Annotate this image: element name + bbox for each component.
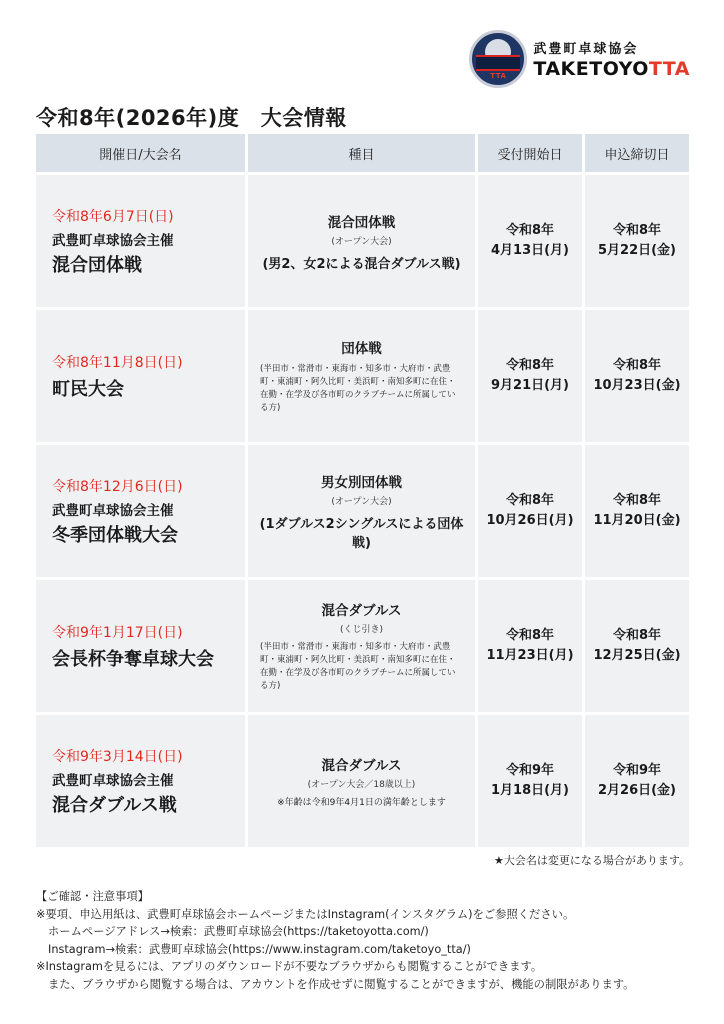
logo — [469, 30, 690, 88]
category-main: 混合団体戦 — [327, 214, 396, 231]
start-year: 令和9年 — [505, 763, 555, 778]
start-day: 9月21日(月) — [490, 378, 570, 393]
event-date: 令和8年11月8日(日) — [52, 354, 183, 371]
category-main: 男女別団体戦 — [321, 475, 402, 491]
category-sub: (オープン大会) — [331, 236, 392, 247]
deadline-day: 2月26日(金) — [597, 783, 677, 798]
header-deadline: 申込締切日 — [585, 134, 689, 172]
event-date: 令和9年3月14日(日) — [52, 748, 183, 765]
event-name: 会長杯争奪卓球大会 — [52, 648, 214, 670]
deadline-cell — [585, 445, 689, 577]
start-day: 11月23日(月) — [486, 648, 574, 663]
event-name: 混合団体戦 — [52, 254, 142, 276]
deadline-cell — [585, 175, 689, 307]
event-date: 令和8年12月6日(日) — [52, 478, 183, 495]
category-cell — [248, 175, 475, 307]
homepage-address: ホームページアドレス→検索：武豊町卓球協会(https://taketoyotta.com/) — [48, 925, 429, 938]
category-cell — [248, 310, 475, 442]
deadline-cell — [585, 580, 689, 712]
start-year: 令和8年 — [505, 223, 555, 238]
events-table — [33, 131, 692, 850]
event-name: 冬季団体戦大会 — [52, 524, 178, 546]
notes-section — [36, 888, 634, 993]
logo-badge-icon: TTA — [469, 30, 527, 88]
event-date: 令和9年1月17日(日) — [52, 624, 183, 641]
category-sub: (くじ引き) — [339, 625, 384, 635]
table-row — [36, 310, 689, 442]
start-cell — [478, 580, 582, 712]
header-category: 種目 — [248, 134, 475, 172]
event-name-change-note: ★大会名は変更になる場合があります。 — [494, 854, 690, 867]
deadline-cell — [585, 310, 689, 442]
table-row — [36, 580, 689, 712]
start-cell — [478, 445, 582, 577]
deadline-year: 令和8年 — [612, 493, 662, 508]
event-host: 武豊町卓球協会主催 — [52, 772, 174, 789]
header-start: 受付開始日 — [478, 134, 582, 172]
deadline-day: 5月22日(金) — [597, 243, 677, 258]
category-eligibility: (半田市・常滑市・東海市・知多市・大府市・武豊町・東浦町・阿久比町・美浜町・南知多町に在住・在勤・在学及び各市町のクラブチームに所属している方) — [260, 364, 456, 413]
category-note: ※年齢は令和9年4月1日の満年齢とします — [277, 798, 446, 808]
deadline-year: 令和9年 — [612, 763, 662, 778]
event-host: 武豊町卓球協会主催 — [52, 232, 174, 249]
category-cell — [248, 445, 475, 577]
deadline-year: 令和8年 — [612, 628, 662, 643]
notes-item: ※要項、申込用紙は、武豊町卓球協会ホームページまたはInstagram(インスタグラム)をご参照ください。 — [36, 907, 575, 921]
deadline-day: 12月25日(金) — [593, 648, 681, 663]
start-cell — [478, 310, 582, 442]
start-day: 10月26日(月) — [486, 513, 574, 528]
deadline-day: 11月20日(金) — [593, 513, 681, 528]
instagram-address: Instagram→検索：武豊町卓球協会(https://www.instagram.com/taketoyo_tta/) — [48, 942, 471, 956]
category-eligibility: (半田市・常滑市・東海市・知多市・大府市・武豊町・東浦町・阿久比町・美浜町・南知多町に在住・在勤・在学及び各市町のクラブチームに所属している方) — [260, 642, 456, 691]
event-name: 混合ダブルス戦 — [52, 794, 177, 816]
category-cell — [248, 715, 475, 847]
table-row — [36, 715, 689, 847]
deadline-cell — [585, 715, 689, 847]
event-host: 武豊町卓球協会主催 — [52, 502, 174, 519]
logo-jp: 武豊町卓球協会 — [533, 42, 639, 57]
start-year: 令和8年 — [505, 493, 555, 508]
event-cell — [36, 445, 245, 577]
notes-item: また、ブラウザから閲覧する場合は、アカウントを作成せずに閲覧することができますが、機能の制限があります。 — [48, 977, 635, 991]
notes-heading: 【ご確認・注意事項】 — [36, 890, 149, 903]
table-header-row — [36, 134, 689, 172]
deadline-day: 10月23日(金) — [593, 378, 681, 393]
start-cell — [478, 715, 582, 847]
deadline-year: 令和8年 — [612, 358, 662, 373]
category-paren: (1ダブルス2シングルスによる団体戦) — [259, 517, 464, 551]
category-main: 混合ダブルス — [321, 758, 402, 774]
start-day: 1月18日(月) — [490, 783, 570, 798]
category-sub: (オープン大会) — [331, 497, 392, 507]
event-date: 令和8年6月7日(日) — [52, 208, 174, 225]
event-cell — [36, 175, 245, 307]
category-sub: (オープン大会／18歳以上) — [307, 780, 416, 790]
start-year: 令和8年 — [505, 358, 555, 373]
notes-item: ※Instagramを見るには、アプリのダウンロードが不要なブラウザからも閲覧することができます。 — [36, 960, 543, 973]
logo-en: TAKETOYOTTA — [533, 58, 690, 80]
start-day: 4月13日(月) — [490, 243, 570, 258]
deadline-year: 令和8年 — [612, 223, 662, 238]
event-cell — [36, 580, 245, 712]
header-event: 開催日/大会名 — [36, 134, 245, 172]
category-main: 団体戦 — [341, 341, 382, 357]
table-row — [36, 175, 689, 307]
event-cell — [36, 310, 245, 442]
event-cell — [36, 715, 245, 847]
event-name: 町民大会 — [52, 378, 124, 400]
start-year: 令和8年 — [505, 628, 555, 643]
category-paren: (男2、女2による混合ダブルス戦) — [262, 256, 461, 272]
logo-text — [533, 38, 690, 80]
table-row — [36, 445, 689, 577]
page-title: 令和8年(2026年)度 大会情報 — [36, 106, 347, 130]
category-main: 混合ダブルス — [321, 603, 402, 619]
category-cell — [248, 580, 475, 712]
start-cell — [478, 175, 582, 307]
